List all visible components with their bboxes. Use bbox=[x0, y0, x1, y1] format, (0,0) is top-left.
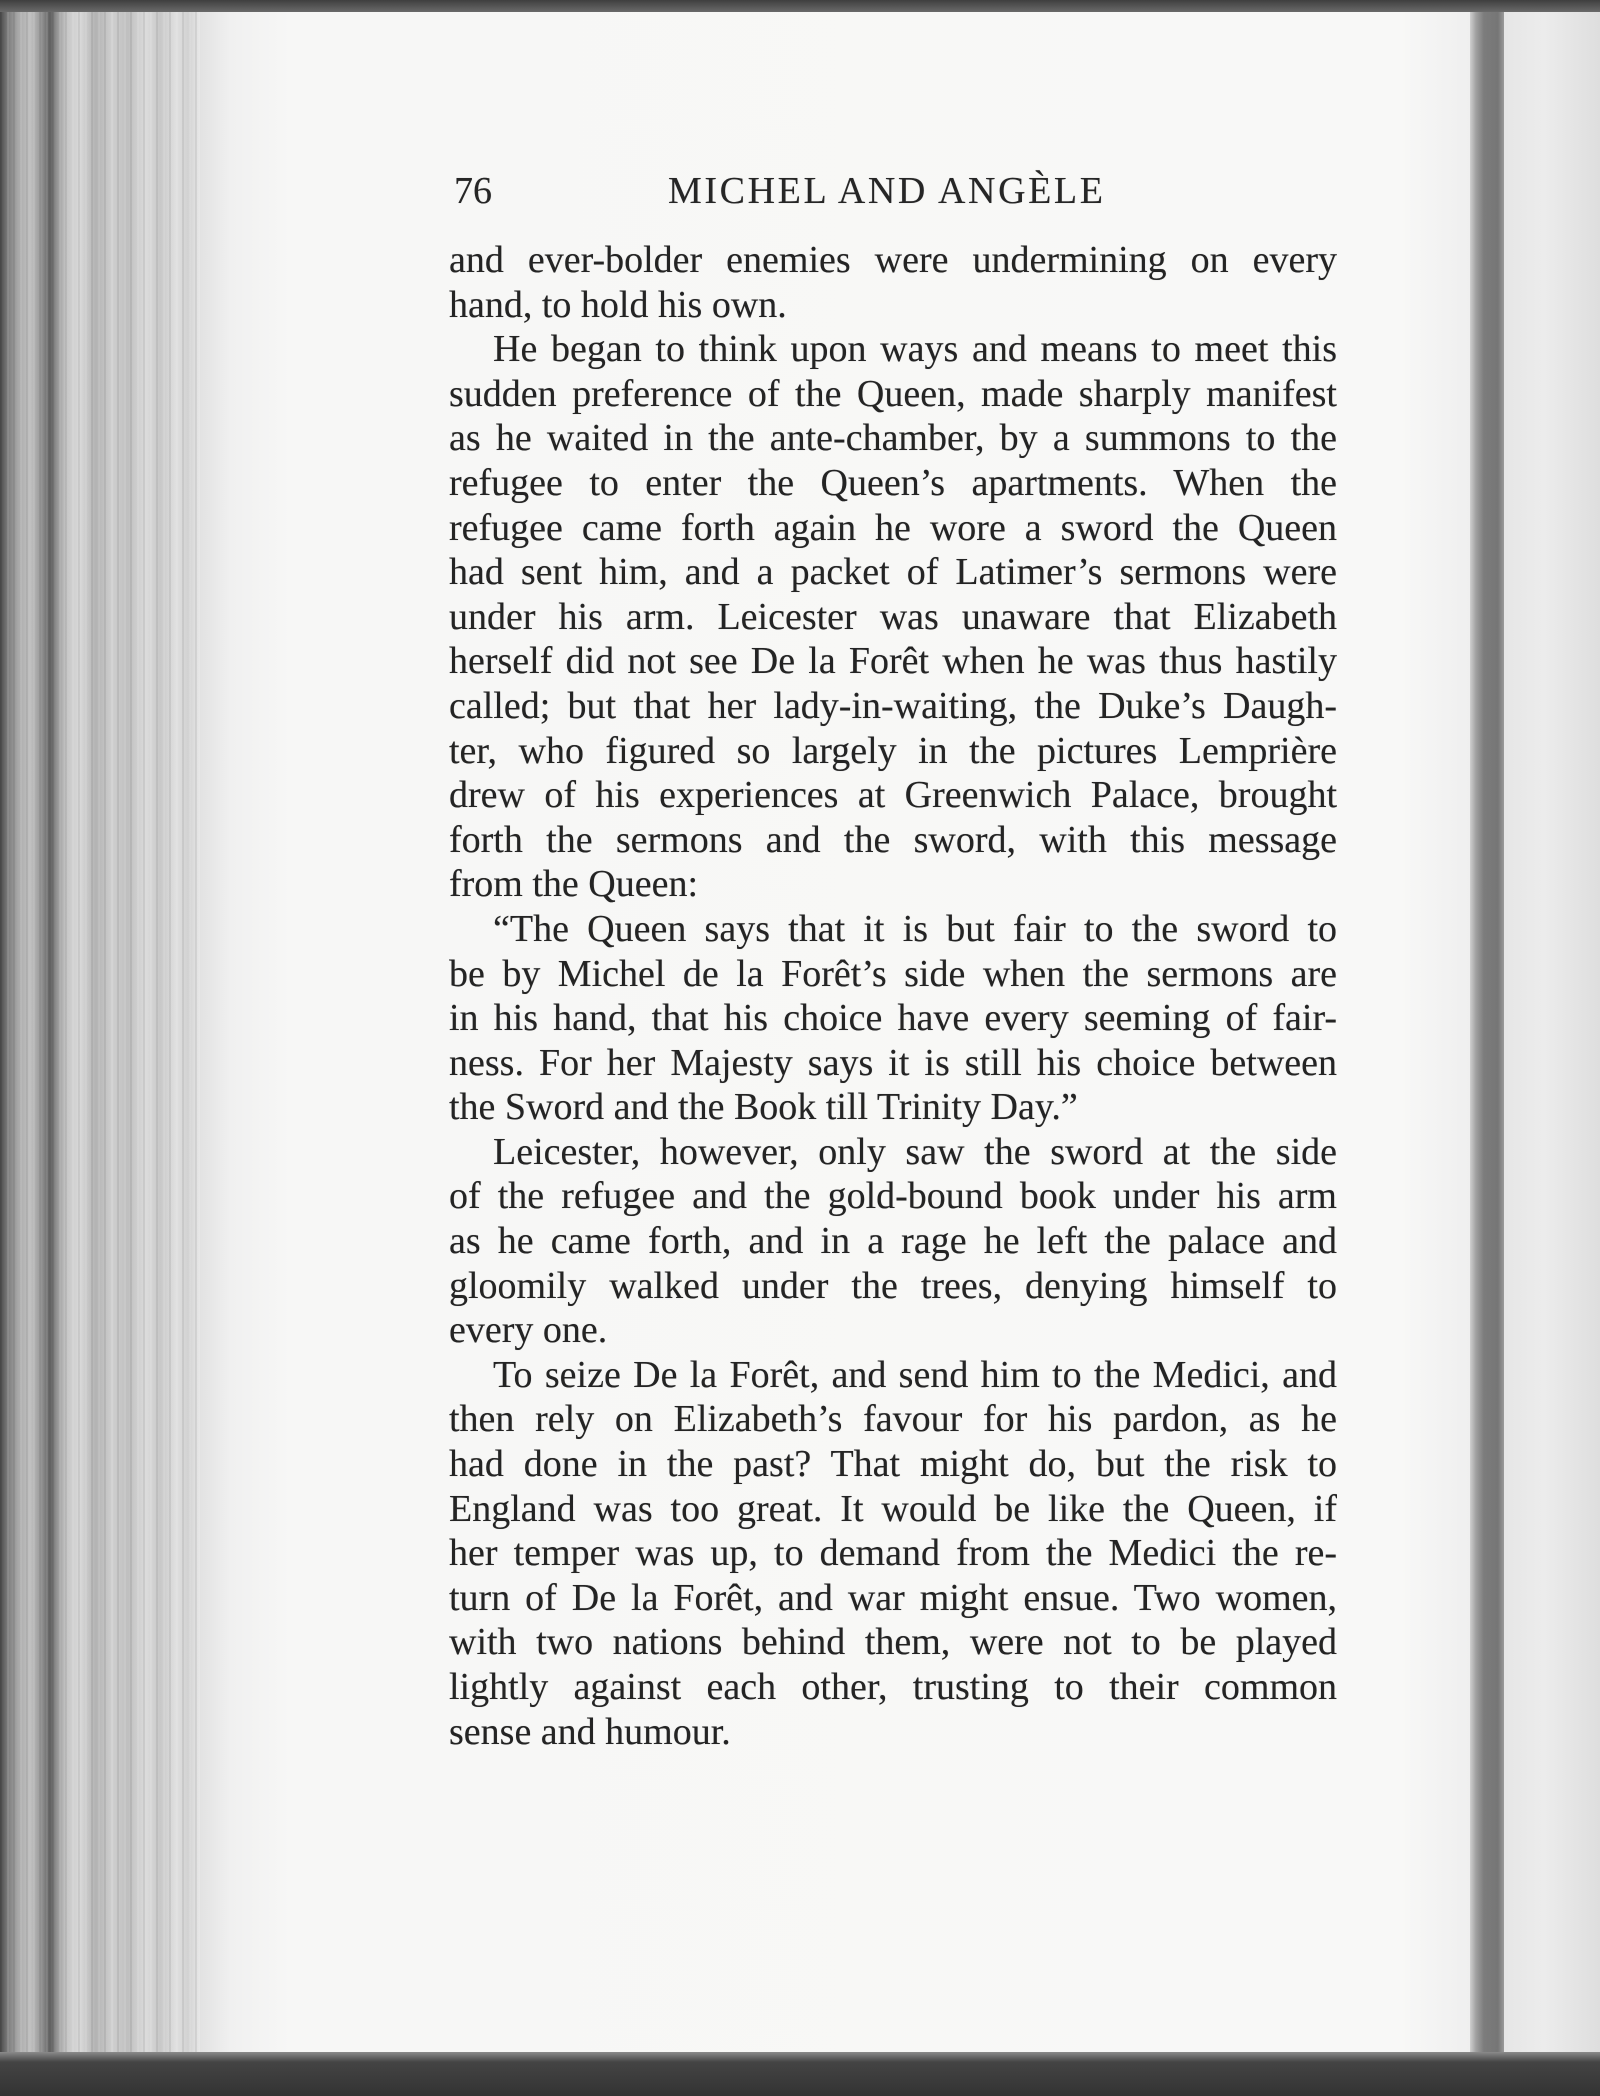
text-line: To seize De la Forêt, and send him to the Medici, and bbox=[493, 1353, 1337, 1396]
text-line: had done in the past? That might do, but the risk to bbox=[449, 1443, 1337, 1486]
text-line: herself did not see De la Forêt when he was thus hastily bbox=[449, 640, 1337, 683]
page-number: 76 bbox=[454, 170, 492, 212]
text-line: as he came forth, and in a rage he left the palace and bbox=[449, 1220, 1337, 1263]
text-line: Leicester, however, only saw the sword at the side bbox=[493, 1130, 1337, 1173]
text-line: with two nations behind them, were not to be played bbox=[449, 1621, 1337, 1664]
text-line: be by Michel de la Forêt’s side when the sermons are bbox=[449, 952, 1337, 995]
text-line: lightly against each other, trusting to their common bbox=[449, 1666, 1337, 1708]
text-line: He began to think upon ways and means to meet this bbox=[493, 328, 1337, 371]
text-line: gloomily walked under the trees, denying himself to bbox=[449, 1264, 1337, 1307]
bottom-edge bbox=[0, 2052, 1600, 2096]
scanner-background bbox=[1504, 0, 1600, 2096]
text-line: every one. bbox=[449, 1309, 608, 1352]
text-line: turn of De la Forêt, and war might ensue. Two women, bbox=[449, 1576, 1337, 1619]
text-line: refugee came forth again he wore a sword the Queen bbox=[449, 506, 1337, 549]
running-head bbox=[449, 169, 1337, 214]
paragraph bbox=[449, 238, 1337, 327]
text-line: hand, to hold his own. bbox=[449, 283, 787, 326]
text-line: and ever-bolder enemies were undermining on every bbox=[449, 239, 1337, 281]
text-line: ter, who figured so largely in the pictures Lemprière bbox=[449, 729, 1337, 772]
top-edge bbox=[0, 0, 1600, 12]
text-line: of the refugee and the gold-bound book under his arm bbox=[449, 1175, 1337, 1218]
text-line: drew of his experiences at Greenwich Palace, brought bbox=[449, 774, 1337, 817]
text-line: in his hand, that his choice have every seeming of fair- bbox=[449, 997, 1337, 1040]
text-line: as he waited in the ante-chamber, by a summons to the bbox=[449, 417, 1337, 460]
paragraph bbox=[449, 1130, 1337, 1353]
book-page-edges bbox=[0, 0, 200, 2096]
text-line: “The Queen says that it is but fair to the sword to bbox=[493, 907, 1337, 950]
text-line: England was too great. It would be like the Queen, if bbox=[449, 1487, 1337, 1530]
text-line: forth the sermons and the sword, with this message bbox=[449, 818, 1337, 861]
page-binding-shadow bbox=[1470, 0, 1504, 2096]
text-line: under his arm. Leicester was unaware that Elizabeth bbox=[449, 595, 1337, 638]
text-line: her temper was up, to demand from the Medici the re- bbox=[449, 1532, 1337, 1575]
text-line: refugee to enter the Queen’s apartments. When the bbox=[449, 461, 1337, 504]
paragraph bbox=[449, 907, 1337, 1130]
text-line: called; but that her lady-in-waiting, the Duke’s Daugh- bbox=[449, 684, 1337, 727]
paragraph bbox=[449, 327, 1337, 907]
text-line: then rely on Elizabeth’s favour for his pardon, as he bbox=[449, 1398, 1337, 1441]
text-line: sudden preference of the Queen, made sharply manifest bbox=[449, 372, 1337, 415]
text-line: sense and humour. bbox=[449, 1710, 731, 1753]
paragraph bbox=[449, 1353, 1337, 1754]
page-body bbox=[449, 238, 1337, 1754]
running-title: MICHEL AND ANGÈLE bbox=[668, 170, 1106, 212]
text-line: the Sword and the Book till Trinity Day.” bbox=[449, 1086, 1078, 1129]
text-line: ness. For her Majesty says it is still his choice between bbox=[449, 1041, 1337, 1084]
text-line: had sent him, and a packet of Latimer’s sermons were bbox=[449, 551, 1337, 594]
text-line: from the Queen: bbox=[449, 863, 699, 906]
